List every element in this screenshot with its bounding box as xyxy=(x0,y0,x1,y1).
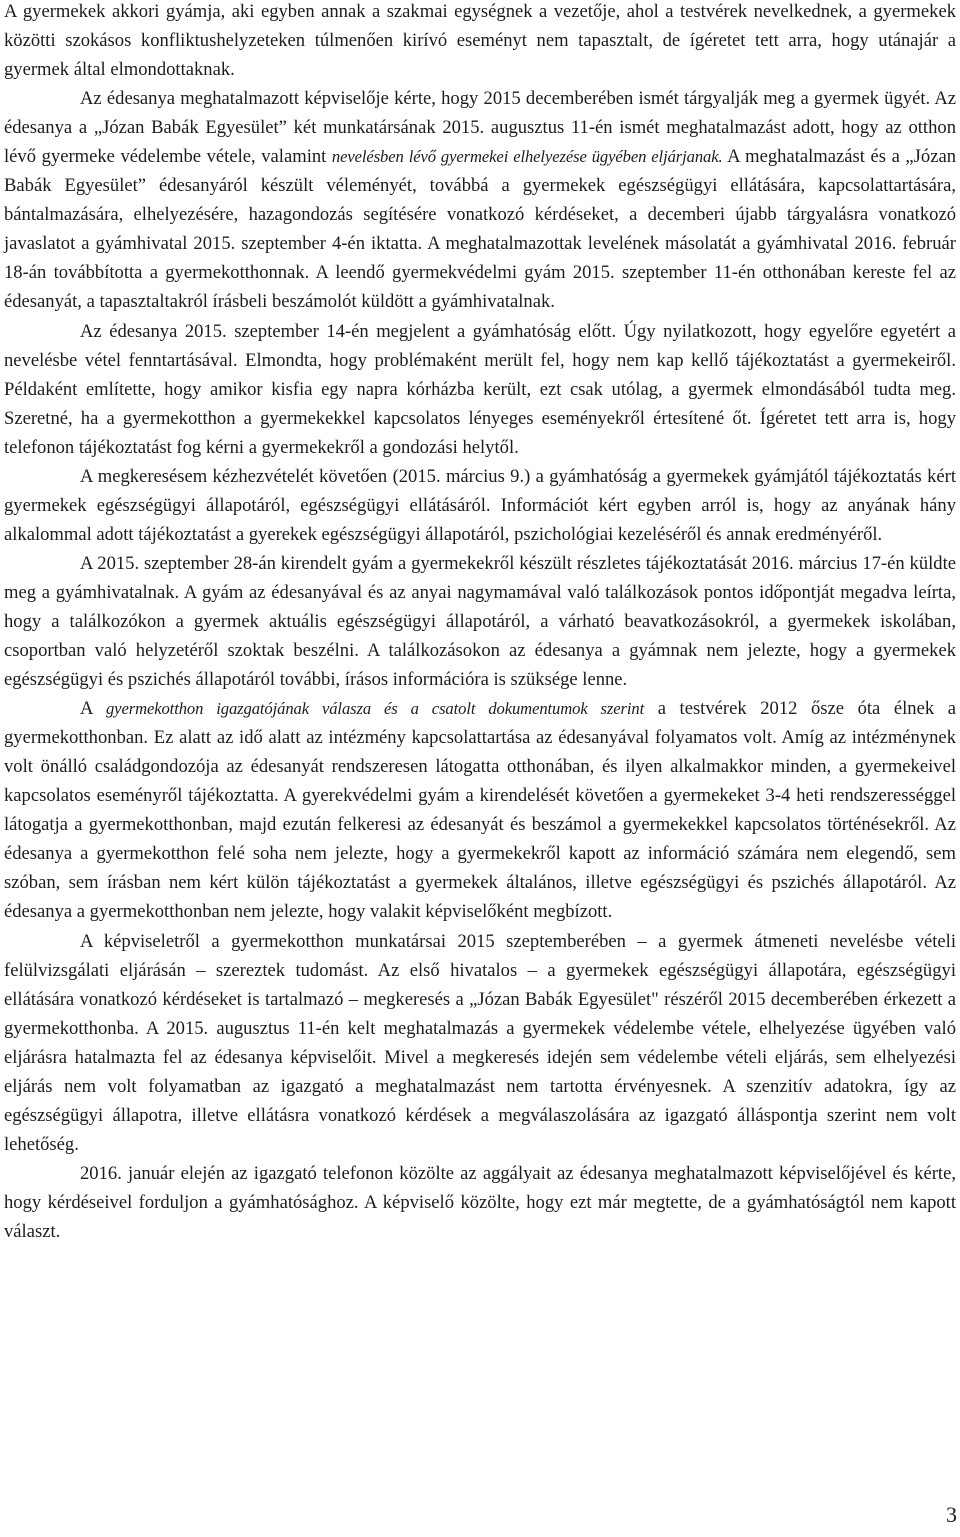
paragraph-text-segment: A xyxy=(80,698,106,720)
italic-text-segment: gyermekotthon igazgatójának válasza és a csatolt dokumentumok szerint xyxy=(105,699,645,719)
paragraph-text-segment: Az édesanya meghatalmazott képviselője kérte, hogy 2015 decemberében ismét tárgyalják meg a gyermek ügyét. Az édesanya a „Józan Babák Egyesület” két munkatársának 2015. augusztus 11-én ismét meghatalmazást adott, hogy az otthon lévő gyermeke védelembe vétele, valamint xyxy=(4,88,956,168)
paragraph-director-phone-call: 2016. január elején az igazgató telefonon közölte az aggályait az édesanya meghatalmazott képviselőjével és kérte, hogy kérdéseivel forduljon a gyámhatósághoz. A képviselő közölte, hogy ezt már megtette, de a gyámhatóságtól nem kapott választ. xyxy=(4,1162,956,1242)
paragraph-mother-appearance: Az édesanya 2015. szeptember 14-én megjelent a gyámhatóság előtt. Úgy nyilatkozott, hogy egyelőre egyetért a nevelésbe vétel fenntartásával. Elmondta, hogy problémaként merült fel, hogy nem kap kellő tájékoztatást a gyermekeiről. Példaként említette, hogy amikor kisfia egy napra kórházba került, ezt csak utólag, a gyermek elmondásából tudta meg. Szeretné, ha a gyermekotthon a gyermekekkel kapcsolatos lényeges eseményekről értesítené őt. Ígéretet tett arra is, hogy telefonon tájékoztatást fog kérni a gyermekekről a gondozási helytől. xyxy=(4,320,956,458)
italic-text-segment: nevelésben lévő gyermekei elhelyezése ügyében eljárjanak. xyxy=(331,147,723,167)
paragraph-text-segment: A meghatalmazást és a „Józan Babák Egyesület” édesanyáról készült véleményét, továbbá a gyermekek egészségügyi ellátására, kapcsolattartására, bántalmazására, elhelyezésére, hazagondozás segítésére vonatkozó kérdéseket, a decemberi újabb tárgyalásra vonatkozó javaslatot a gyámhivatal 2015. szeptember 4-én iktatta. A meghatalmazottak levelének másolatát a gyámhivatal 2016. február 18-án továbbította a gyermekotthonnak. A leendő gyermekvédelmi gyám 2015. szeptember 11-én otthonában kereste fel az édesanyát, a tapasztaltakról írásbeli beszámolót küldött a gyámhivatalnak. xyxy=(4,146,957,313)
paragraph-director-response xyxy=(4,694,956,926)
paragraph-representative-request xyxy=(4,84,956,316)
paragraph-representation-knowledge: A képviseletről a gyermekotthon munkatársai 2015 szeptemberében – a gyermek átmeneti nevelésbe vételi felülvizsgálati eljárásán – szereztek tudomást. Az első hivatalos – a gyermekek egészségügyi állapotára, egészségügyi ellátására vonatkozó kérdéseket is tartalmazó – megkeresés a „Józan Babák Egyesület" részéről 2015 decemberében érkezett a gyermekotthonba. A 2015. augusztus 11-én kelt meghatalmazás a gyermekek védelembe vétele, elhelyezése ügyében való eljárásra hatalmazta fel az édesanya képviselőit. Mivel a megkeresés idején sem védelembe vételi eljárás, sem elhelyezési eljárás nem volt folyamatban az igazgató a meghatalmazást nem tartotta érvényesnek. A szenzitív adatokra, így az egészségügyi állapotra, illetve ellátásra vonatkozó kérdések a megválaszolására az igazgató álláspontja szerint nem volt lehetőség. xyxy=(4,930,956,1155)
paragraph-text-segment: a testvérek 2012 ősze óta élnek a gyermekotthonban. Ez alatt az idő alatt az intézmény kapcsolattartása az édesanyával folyamatos volt. Amíg az intézménynek volt önálló családgondozója az édesanyát rendszeresen látogatta otthonában, és ilyen alkalmakkor minden, a gyermekeivel kapcsolatos eseményről tájékoztatta. A gyerekvédelmi gyám a kirendelését követően a gyermekeket 3-4 heti rendszerességgel látogatja a gyermekotthonban, majd ezután felkeresi az édesanyát és beszámol a gyermekekkel kapcsolatos történésekről. Az édesanya a gyermekotthon felé soha nem jelezte, hogy a gyermekekről kapott az információ számára nem elegendő, sem szóban, sem írásban nem kért külön tájékoztatást a gyermekek általános, illetve egészségügyi és pszichés állapotáról. Az édesanya a gyermekotthonban nem jelezte, hogy valakit képviselőként megbízott. xyxy=(4,698,956,923)
paragraph-guardian-response: A gyermekek akkori gyámja, aki egyben annak a szakmai egységnek a vezetője, ahol a testvérek nevelkednek, a gyermekek közötti szokásos konfliktushelyzeteken túlmenően kirívó eseményt nem tapasztalt, de ígéretet tett arra, hogy utánajár a gyermek által elmondottaknak. xyxy=(4,1,956,81)
page-number: 3 xyxy=(946,1502,957,1527)
paragraph-guardian-report: A 2015. szeptember 28-án kirendelt gyám a gyermekekről készült részletes tájékoztatását 2016. március 17-én küldte meg a gyámhivatalnak. A gyám az édesanyával és az anyai nagymamával való találkozások pontos időpontját megadva leírta, hogy a találkozókon a gyermek aktuális egészségügyi állapotáról, a várható beavatkozásokról, a gyermekek iskolában, csoportban való helyzetéről szoktak beszélni. A találkozásokon az édesanya a gyámnak nem jelezte, hogy a gyermekek egészségügyi és pszichés állapotáról további, írásos információra is szüksége lenne. xyxy=(4,552,956,691)
paragraph-authority-inquiry: A megkeresésem kézhezvételét követően (2015. március 9.) a gyámhatóság a gyermekek gyámjától tájékoztatás kért gyermekek egészségügyi állapotáról, egészségügyi ellátásáról. Információt kért egyben arról is, hogy az anyának hány alkalommal adott tájékoztatást a gyerekek egészségügyi állapotáról, pszichológiai kezeléséről és annak eredményéről. xyxy=(4,465,956,545)
